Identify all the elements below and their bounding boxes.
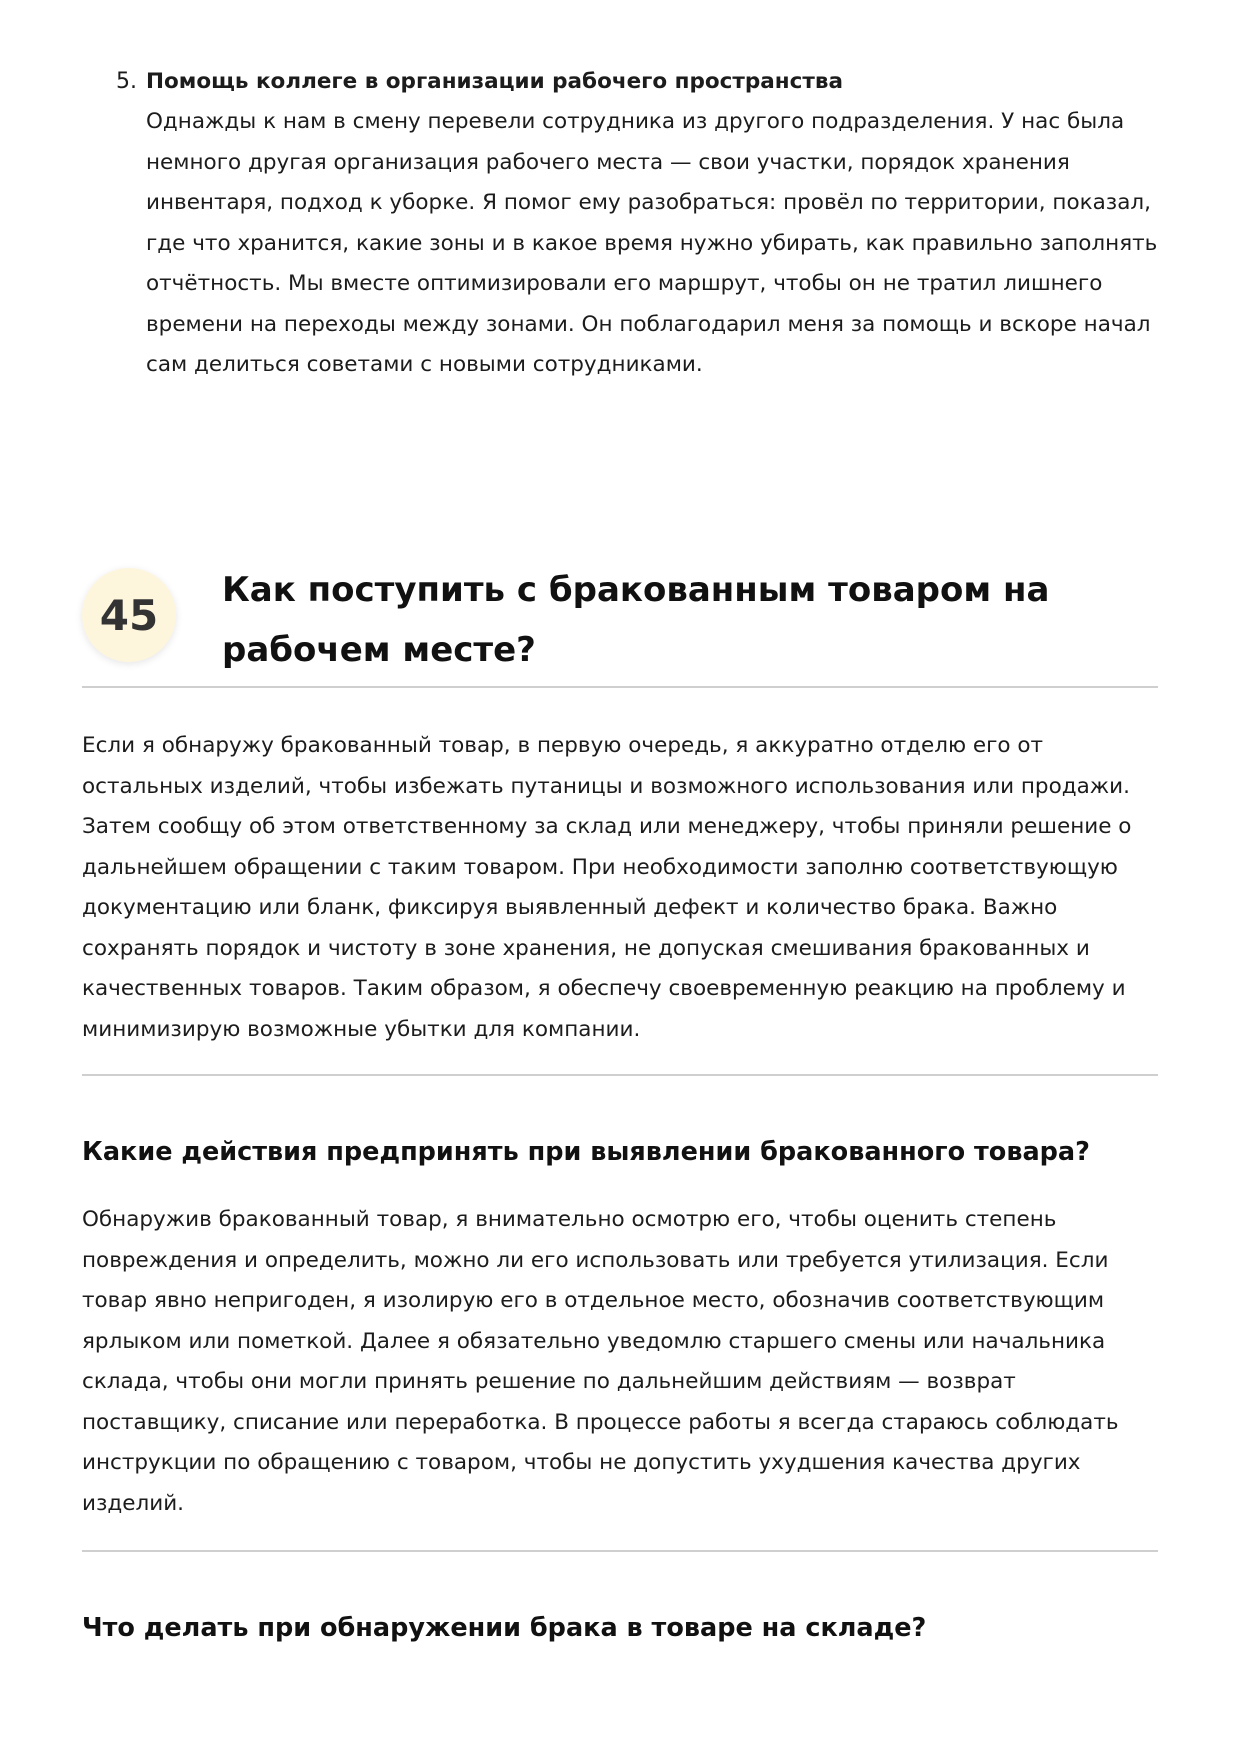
section-title: [222, 560, 1049, 680]
list-item-title: Помощь коллеге в организации рабочего пространства: [146, 69, 843, 94]
section-answer: Если я обнаружу бракованный товар, в первую очередь, я аккуратно отделю его от остальных изделий, чтобы избежать путаницы и возможного использования или продажи. Затем сообщу об этом ответственному за склад или менеджеру, чтобы приняли решение о дальнейшем обращении с таким товаром. При необходимости заполню соответствующую документацию или бланк, фиксируя выявленный дефект и количество брака. Важно сохранять порядок и чистоту в зоне хранения, не допуская смешивания бракованных и качественных товаров. Таким образом, я обеспечу своевременную реакцию на проблему и минимизирую возможные убытки для компании.: [82, 733, 1132, 1042]
question-number-badge: 45: [82, 568, 176, 662]
answer-divider: [82, 1074, 1158, 1076]
list-item-text: Однажды к нам в смену перевели сотрудника из другого подразделения. У нас была немного другая организация рабочего места — свои участки, порядок хранения инвентаря, подход к уборке. Я помог ему разобраться: провёл по территории, показал, где что хранится, какие зоны и в какое время нужно убирать, как правильно заполнять отчётность. Мы вместе оптимизировали его маршрут, чтобы он не тратил лишнего времени на переходы между зонами. Он поблагодарил меня за помощь и вскоре начал сам делиться советами с новыми сотрудниками.: [146, 109, 1158, 377]
sub-answer-divider: [82, 1550, 1158, 1552]
section-title-line-2: рабочем месте?: [222, 630, 536, 670]
section-title-line-1: Как поступить с бракованным товаром на: [222, 570, 1050, 610]
list-item-number: 5.: [116, 69, 137, 94]
sub-question-1-title: Какие действия предпринять при выявлении бракованного товара?: [82, 1137, 1090, 1167]
section-divider: [82, 686, 1158, 688]
list-item-body: [146, 62, 1176, 386]
section-header: [82, 560, 1158, 686]
sub-question-1-answer: Обнаружив бракованный товар, я внимательно осмотрю его, чтобы оценить степень повреждения и определить, можно ли его использовать или требуется утилизация. Если товар явно непригоден, я изолирую его в отдельное место, обозначив соответствующим ярлыком или пометкой. Далее я обязательно уведомлю старшего смены или начальника склада, чтобы они могли принять решение по дальнейшим действиям — возврат поставщику, списание или переработка. В процессе работы я всегда стараюсь соблюдать инструкции по обращению с товаром, чтобы не допустить ухудшения качества других изделий.: [82, 1207, 1119, 1516]
sub-question-2-title: Что делать при обнаружении брака в товаре на складе?: [82, 1613, 927, 1643]
list-item: [116, 62, 1176, 386]
